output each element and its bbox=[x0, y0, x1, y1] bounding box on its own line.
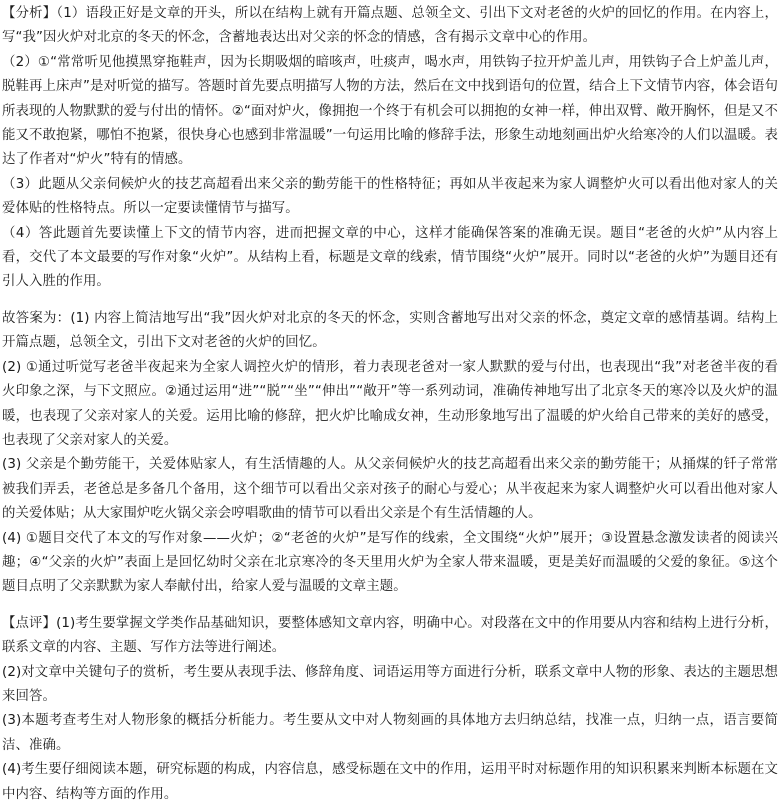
comment-paragraph-2: (2)对文章中关键句子的赏析，考生要从表现手法、修辞角度、词语运用等方面进行分析，联系文章中人物的形象、表达的主题思想来回答。 bbox=[2, 664, 778, 704]
section-gap bbox=[2, 295, 778, 307]
answer-label: 故答案为： bbox=[2, 310, 71, 326]
answer-paragraph-3: (3) 父亲是个勤劳能干，关爱体贴家人，有生活情趣的人。从父亲伺候炉火的技艺高超看出来父亲的勤劳能干；从捅煤的钎子常常被我们弄丢，老爸总是多备几个备用，这个细节可以看出父亲对孩子的耐心与爱心；从半夜起来为家人调整炉火可以看出他对家人的关爱体贴；从大家围炉吃火锅父亲会哼唱歌曲的情节可以看出父亲是个有生活情趣的人。 bbox=[2, 457, 778, 522]
comment-paragraph-1 bbox=[2, 612, 778, 661]
analysis-paragraph-1 bbox=[2, 2, 778, 51]
comment-label: 【点评】 bbox=[2, 615, 57, 631]
answer-text-1: (1) 内容上简洁地写出“我”因火炉对北京的冬天的怀念，实则含蓄地写出对父亲的怀念，奠定文章的感情基调。结构上开篇点题，总领全文，引出下文对老爸的火炉的回忆。 bbox=[2, 310, 778, 351]
answer-paragraph-4: (4) ①题目交代了本文的写作对象——火炉；②“老爸的火炉”是写作的线索，全文围绕“火炉”展开；③设置悬念激发读者的阅读兴趣；④“父亲的火炉”表面上是回忆幼时父亲在北京寒冷的冬天里用火炉为全家人带来温暖，更是美好而温暖的父爱的象征。⑤这个题目点明了父亲默默为家人奉献付出，给家人爱与温暖的文章主题。 bbox=[2, 530, 778, 595]
analysis-section bbox=[2, 2, 778, 295]
analysis-paragraph-2: （2）①“常常听见他摸黑穿拖鞋声，因为长期吸烟的暗咳声，吐痰声，喝水声，用铁钩子拉开炉盖儿声，用铁钩子合上炉盖儿声，脱鞋再上床声”是对听觉的描写。答题时首先要点明描写人物的方法，然后在文中找到语句的位置，结合上下文情节内容，体会语句所表现的人物默默的爱与付出的情怀。②“面对炉火，像拥抱一个终于有机会可以拥抱的女神一样，伸出双臂、敞开胸怀，但是又不能又不敢抱紧，哪怕不抱紧，很快身心也感到非常温暖”一句运用比喻的修辞手法，形象生动地刻画出炉火给寒冷的人们以温暖。表达了作者对“炉火”特有的情感。 bbox=[2, 54, 778, 168]
answer-section bbox=[2, 307, 778, 600]
section-gap bbox=[2, 600, 778, 612]
comment-paragraph-4: (4)考生要仔细阅读本题，研究标题的构成，内容信息，感受标题在文中的作用，运用平时对标题作用的知识积累来判断本标题在文中内容、结构等方面的作用。 bbox=[2, 762, 778, 802]
analysis-label: 【分析】 bbox=[2, 6, 57, 21]
analysis-paragraph-3: （3）此题从父亲伺候炉火的技艺高超看出来父亲的勤劳能干的性格特征；再如从半夜起来为家人调整炉火可以看出他对家人的关爱体贴的性格特点。所以一定要读懂情节与描写。 bbox=[2, 176, 778, 217]
comment-paragraph-3: (3)本题考查考生对人物形象的概括分析能力。考生要从文中对人物刻画的具体地方去归纳总结，找准一点，归纳一点，语言要简洁、准确。 bbox=[2, 713, 778, 753]
comment-text-1: (1)考生要掌握文学类作品基础知识，要整体感知文章内容，明确中心。对段落在文中的作用要从内容和结构上进行分析，联系文章的内容、主题、写作方法等进行阐述。 bbox=[2, 615, 778, 656]
analysis-text-1: （1）语段正好是文章的开头，所以在结构上就有开篇点题、总领全文、引出下文对老爸的火炉的回忆的作用。在内容上，写“我”因火炉对北京的冬天的怀念，含蓄地表达出对父亲的怀念的情感，含有揭示文章中心的作用。 bbox=[2, 6, 778, 46]
answer-paragraph-1 bbox=[2, 307, 778, 356]
comment-section bbox=[2, 612, 778, 807]
answer-paragraph-2: (2) ①通过听觉写老爸半夜起来为全家人调控火炉的情形，着力表现老爸对一家人默默的爱与付出，也表现出“我”对老爸半夜的看火印象之深，与下文照应。②通过运用“进”“脱”“坐”“伸出”“敞开”等一系列动词，准确传神地写出了北京冬天的寒冷以及火炉的温暖，也表现了父亲对家人的关爱。运用比喻的修辞，把火炉比喻成女神，生动形象地写出了温暖的炉火给自己带来的美好的感受，也表现了父亲对家人的关爱。 bbox=[2, 359, 778, 448]
analysis-paragraph-4: （4）答此题首先要读懂上下文的情节内容，进而把握文章的中心，这样才能确保答案的准确无误。题目“老爸的火炉”从内容上看，交代了本文最要的写作对象“火炉”。从结构上看，标题是文章的线索，情节围绕“火炉”展开。同时以“老爸的火炉”为题目还有引人入胜的作用。 bbox=[2, 225, 778, 290]
